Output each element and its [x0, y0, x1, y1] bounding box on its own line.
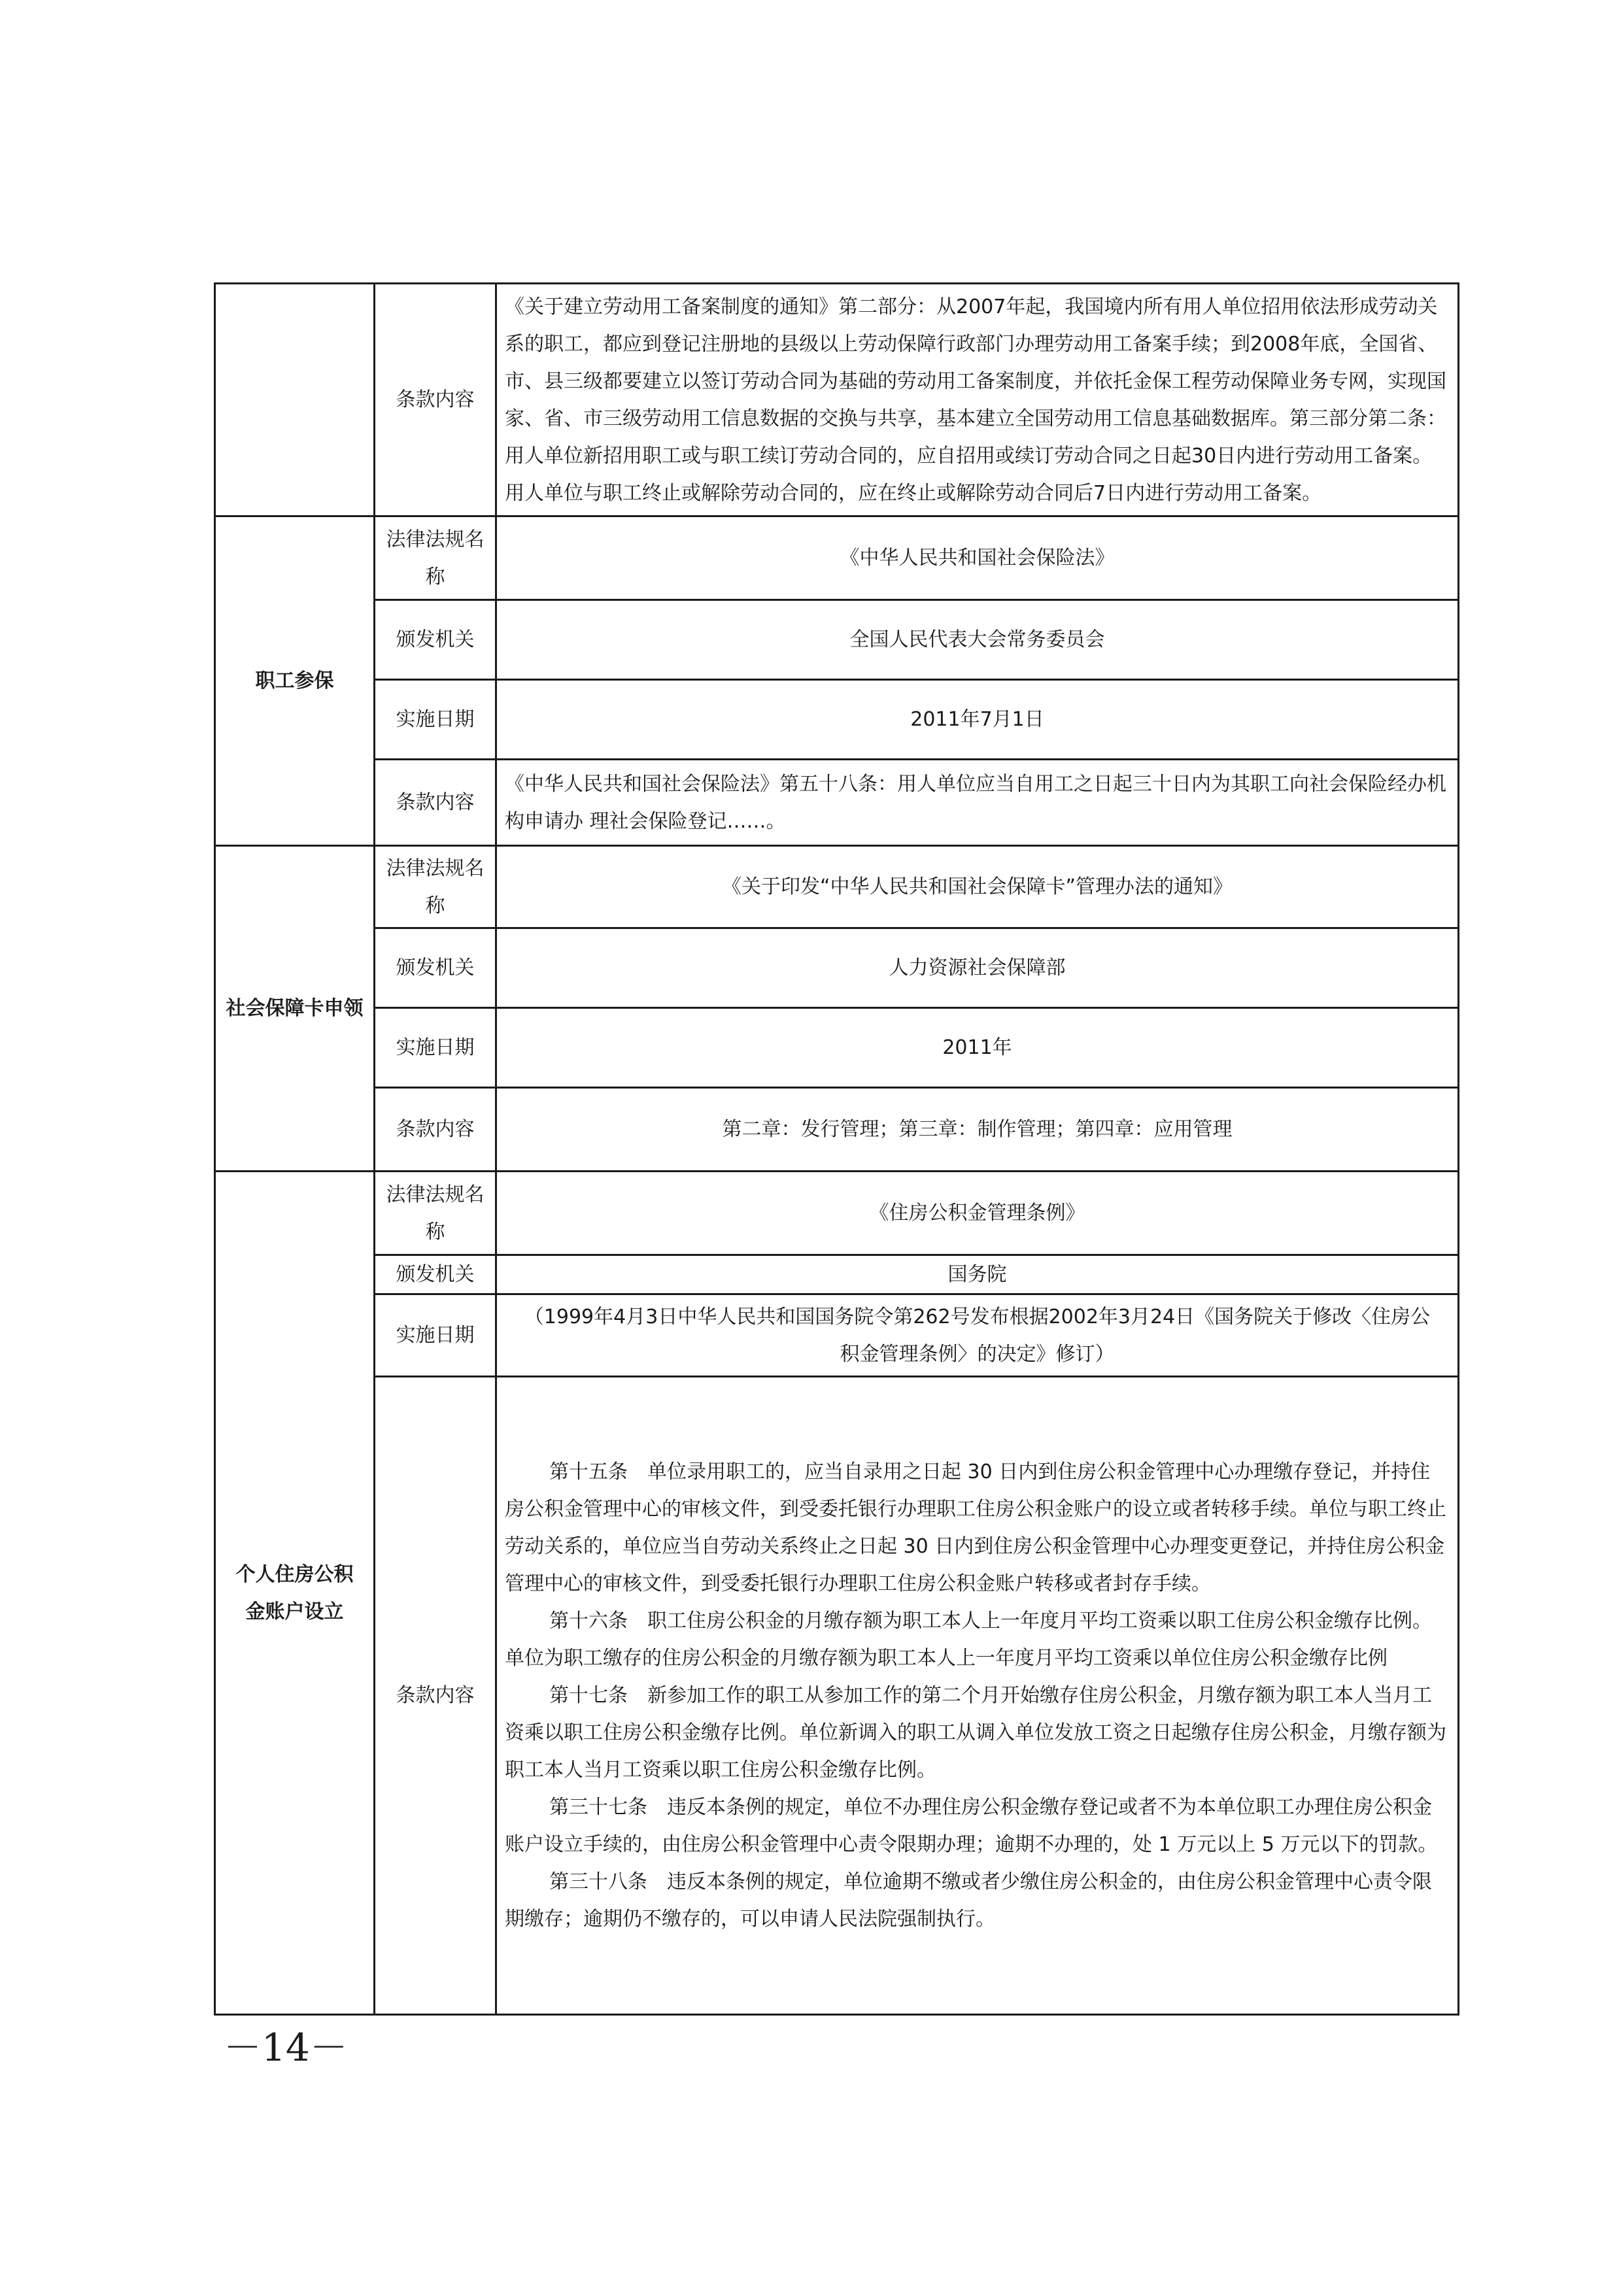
law-name: 《住房公积金管理条例》: [496, 1172, 1459, 1255]
date-label: 实施日期: [375, 1294, 496, 1377]
row-section1-law: [215, 516, 1459, 600]
article-37: 第三十七条 违反本条例的规定，单位不办理住房公积金缴存登记或者不为本单位职工办理住房公积金账户设立手续的，由住房公积金管理中心责令限期办理；逾期不办理的，处 1 万元以上 5 万元以下的罚款。: [505, 1796, 1438, 1856]
law-name: 《关于印发“中华人民共和国社会保障卡”管理办法的通知》: [496, 846, 1459, 928]
clause-text: 《中华人民共和国社会保险法》第五十八条：用人单位应当自用工之日起三十日内为其职工向社会保险经办机构申请办 理社会保险登记……。: [496, 760, 1459, 846]
issuer: 人力资源社会保障部: [496, 928, 1459, 1008]
clause-label: 条款内容: [375, 1088, 496, 1172]
issuer-label: 颁发机关: [375, 600, 496, 680]
clause-label: 条款内容: [375, 284, 496, 516]
category-employee-insurance: 职工参保: [215, 516, 375, 846]
row-section2-date: [215, 1008, 1459, 1088]
effective-date: （1999年4月3日中华人民共和国国务院令第262号发布根据2002年3月24日《国务院关于修改〈住房公积金管理条例〉的决定》修订）: [496, 1294, 1459, 1377]
row-section2-issuer: [215, 928, 1459, 1008]
date-label: 实施日期: [375, 1008, 496, 1088]
row-section1-date: [215, 680, 1459, 760]
issuer-label: 颁发机关: [375, 928, 496, 1008]
row-section0-clause: [215, 284, 1459, 516]
effective-date: 2011年: [496, 1008, 1459, 1088]
page-number: －14－: [224, 2025, 348, 2070]
article-38: 第三十八条 违反本条例的规定，单位逾期不缴或者少缴住房公积金的，由住房公积金管理中心责令限期缴存；逾期仍不缴存的，可以申请人民法院强制执行。: [505, 1870, 1432, 1931]
category-cell-empty: [215, 284, 375, 516]
clause-text: 第二章：发行管理；第三章：制作管理；第四章：应用管理: [496, 1088, 1459, 1172]
row-section1-clause: [215, 760, 1459, 846]
law-name-label: 法律法规名称: [375, 846, 496, 928]
category-social-security-card: 社会保障卡申领: [215, 846, 375, 1172]
row-section3-law: [215, 1172, 1459, 1255]
issuer: 国务院: [496, 1255, 1459, 1294]
article-15: 第十五条 单位录用职工的，应当自录用之日起 30 日内到住房公积金管理中心办理缴存登记，并持住房公积金管理中心的审核文件，到受委托银行办理职工住房公积金账户的设立或者转移手续。单位与职工终止劳动关系的，单位应当自劳动关系终止之日起 30 日内到住房公积金管理中心办理变更登记，并持住房公积金管理中心的审核文件，到受委托银行办理职工住房公积金账户转移或者封存手续。: [505, 1460, 1446, 1595]
clause-label: 条款内容: [375, 760, 496, 846]
effective-date: 2011年7月1日: [496, 680, 1459, 760]
article-17: 第十七条 新参加工作的职工从参加工作的第二个月开始缴存住房公积金，月缴存额为职工本人当月工资乘以职工住房公积金缴存比例。单位新调入的职工从调入单位发放工资之日起缴存住房公积金，月缴存额为职工本人当月工资乘以职工住房公积金缴存比例。: [505, 1684, 1446, 1781]
law-name-label: 法律法规名称: [375, 516, 496, 600]
category-housing-fund-account: 个人住房公积金账户设立: [215, 1172, 375, 2015]
row-section2-clause: [215, 1088, 1459, 1172]
row-section3-date: [215, 1294, 1459, 1377]
date-label: 实施日期: [375, 680, 496, 760]
clause-text: 《关于建立劳动用工备案制度的通知》第二部分：从2007年起，我国境内所有用人单位招用依法形成劳动关系的职工，都应到登记注册地的县级以上劳动保障行政部门办理劳动用工备案手续；到2008年底，全国省、市、县三级都要建立以签订劳动合同为基础的劳动用工备案制度，并依托金保工程劳动保障业务专网，实现国家、省、市三级劳动用工信息数据的交换与共享，基本建立全国劳动用工信息基础数据库。第三部分第二条：用人单位新招用职工或与职工续订劳动合同的，应自招用或续订劳动合同之日起30日内进行劳动用工备案。用人单位与职工终止或解除劳动合同的，应在终止或解除劳动合同后7日内进行劳动用工备案。: [496, 284, 1459, 516]
issuer-label: 颁发机关: [375, 1255, 496, 1294]
law-name-label: 法律法规名称: [375, 1172, 496, 1255]
issuer: 全国人民代表大会常务委员会: [496, 600, 1459, 680]
row-section3-issuer: [215, 1255, 1459, 1294]
clause-label: 条款内容: [375, 1377, 496, 2015]
row-section3-clause: [215, 1377, 1459, 2015]
row-section1-issuer: [215, 600, 1459, 680]
regulation-table: [214, 282, 1459, 2016]
law-name: 《中华人民共和国社会保险法》: [496, 516, 1459, 600]
article-16: 第十六条 职工住房公积金的月缴存额为职工本人上一年度月平均工资乘以职工住房公积金缴存比例。单位为职工缴存的住房公积金的月缴存额为职工本人上一年度月平均工资乘以单位住房公积金缴存比例: [505, 1610, 1432, 1670]
clause-text: [496, 1377, 1459, 2015]
row-section2-law: [215, 846, 1459, 928]
